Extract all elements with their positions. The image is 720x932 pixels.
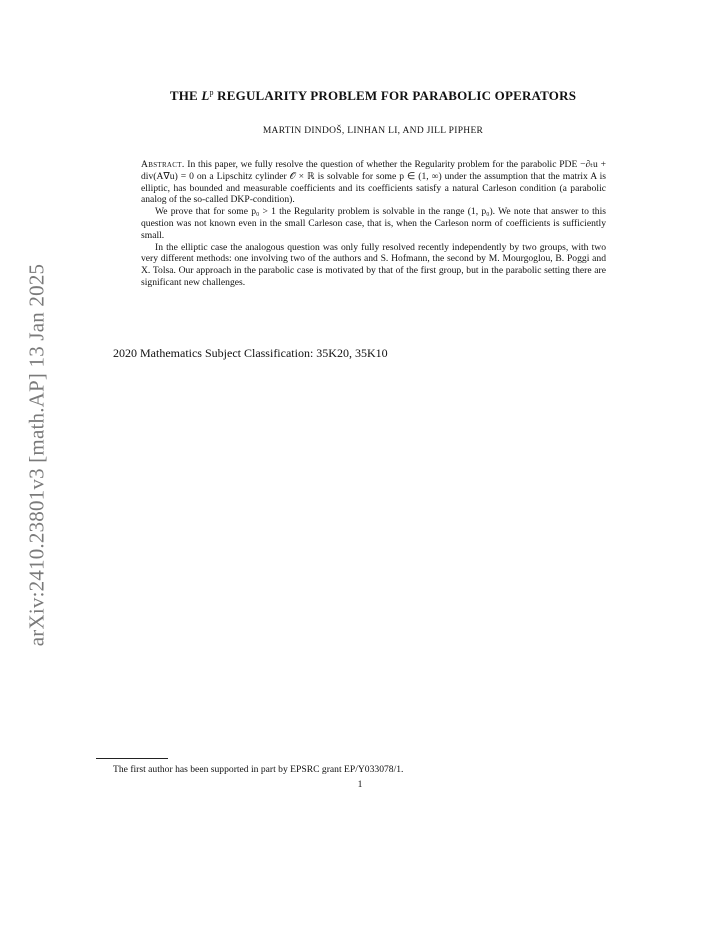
abstract-paragraph-3: In the elliptic case the analogous question was only fully resolved recently independently by two groups, with two very different methods: one involving two of the authors and S. Hofmann, the second by M. Mourgoglou, B. Poggi and X. Tolsa. Our approach in the parabolic case is motivated by that of the first group, but in the parabolic setting there are significant new challenges. — [141, 241, 606, 288]
title-lp-base: L — [201, 88, 210, 103]
paper-title — [100, 88, 646, 104]
abstract-paragraph-1 — [141, 159, 606, 206]
abstract-heading: Abstract. — [141, 159, 185, 170]
msc-classification: 2020 Mathematics Subject Classification: 35K20, 35K10 — [113, 346, 388, 360]
footnote-rule — [96, 758, 168, 759]
page-number: 1 — [357, 779, 363, 790]
abstract — [141, 159, 606, 289]
footnote: The first author has been supported in part by EPSRC grant EP/Y033078/1. — [113, 764, 404, 775]
title-prefix: THE — [169, 88, 202, 103]
abstract-text-1: In this paper, we fully resolve the question of whether the Regularity problem for the parabolic PDE −∂ₜu + div(A∇u) = 0 on a Lipschitz cylinder 𝒪 × ℝ is solvable for some p ∈ (1, ∞) under the assumption that the matrix A is elliptic, has bounded and measurable coefficients and its coefficients satisfy a natural Carleson condition (a parabolic analog of the so-called DKP-condition). — [141, 159, 606, 206]
title-suffix: REGULARITY PROBLEM FOR PARABOLIC OPERATORS — [213, 88, 577, 103]
arxiv-identifier-stamp: arXiv:2410.23801v3 [math.AP] 13 Jan 2025 — [24, 263, 49, 647]
author-list: MARTIN DINDOŠ, LINHAN LI, AND JILL PIPHER — [262, 126, 484, 136]
title-lp-sup: p — [209, 88, 214, 97]
abstract-paragraph-2: We prove that for some p₀ > 1 the Regularity problem is solvable in the range (1, p₀). We note that answer to this question was not known even in the small Carleson case, that is, when the Carleson norm of coefficients is sufficiently small. — [141, 206, 606, 241]
